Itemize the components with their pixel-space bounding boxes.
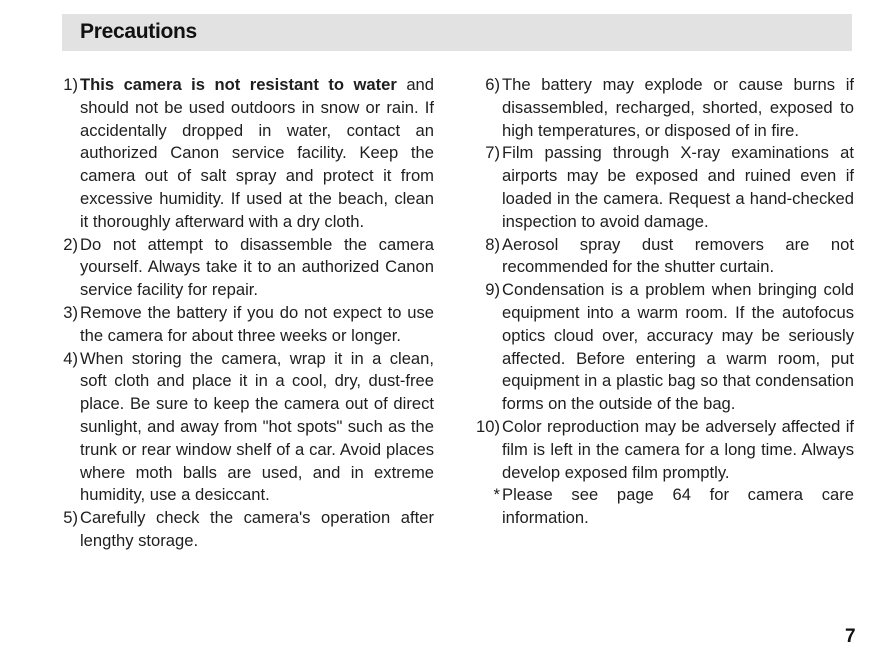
footnote-item	[474, 484, 854, 530]
page-number: 7	[845, 626, 856, 647]
item-text: Carefully check the camera's operation after lengthy storage.	[80, 508, 434, 550]
precaution-item-8	[474, 234, 854, 280]
precaution-item-3	[52, 302, 434, 348]
precaution-item-5	[52, 507, 434, 553]
section-header-bar	[62, 14, 852, 51]
left-column	[52, 74, 434, 553]
item-number: 3)	[63, 302, 78, 322]
item-body: and should not be used outdoors in snow or rain. If accidentally dropped in water, contact an authorized Canon service facility. Keep the camera out of salt spray and protect it from excessive humidity. If used at the beach, clean it thoroughly afterward with a dry cloth.	[80, 75, 435, 231]
item-text: When storing the camera, wrap it in a clean, soft cloth and place it in a cool, dry, dust-free place. Be sure to keep the camera out of direct sunlight, and away from "hot spots" such as the trunk or rear window shelf of a car. Avoid places where moth balls are used, and in extreme humidity, use a desiccant.	[80, 348, 434, 505]
item-text: Condensation is a problem when bringing cold equipment into a warm room. If the autofocus optics cloud over, accuracy may be seriously affected. Before entering a warm room, put equipment in a plastic bag so that condensation forms on the outside of the bag.	[502, 280, 854, 414]
item-lead-bold: This camera is not resistant to water	[80, 75, 397, 94]
precaution-item-9	[474, 279, 854, 416]
item-number: 10)	[476, 416, 500, 436]
precaution-item-2	[52, 234, 434, 302]
right-column	[474, 74, 854, 530]
precaution-item-7	[474, 142, 854, 233]
precaution-item-6	[474, 74, 854, 142]
item-number: 2)	[63, 234, 78, 254]
item-text: Color reproduction may be adversely affected if film is left in the camera for a long time. Always develop exposed film promptly.	[502, 416, 854, 482]
precaution-item-10	[474, 416, 854, 484]
section-title: Precautions	[80, 20, 197, 43]
precaution-item-1	[52, 74, 434, 234]
footnote-text: Please see page 64 for camera care information.	[502, 485, 854, 528]
item-text: Do not attempt to disassemble the camera yourself. Always take it to an authorized Canon service facility for repair.	[80, 234, 434, 300]
precaution-item-4	[52, 348, 434, 508]
item-number: 9)	[485, 280, 500, 300]
item-text	[80, 74, 434, 234]
item-number: 7)	[485, 143, 500, 163]
item-text: The battery may explode or cause burns if disassembled, recharged, shorted, exposed to high temperatures, or disposed of in fire.	[502, 75, 854, 140]
item-text: Aerosol spray dust removers are not recommended for the shutter curtain.	[502, 234, 854, 277]
item-number: 8)	[485, 234, 500, 254]
item-text: Film passing through X-ray examinations at airports may be exposed and ruined even if loaded in the camera. Request a hand-checked inspection to avoid damage.	[502, 143, 854, 231]
item-number: 1)	[63, 75, 78, 94]
item-text: Remove the battery if you do not expect to use the camera for about three weeks or longer.	[80, 302, 434, 345]
item-number: 4)	[63, 348, 78, 368]
item-number: 5)	[63, 508, 78, 528]
item-number: 6)	[485, 75, 500, 94]
footnote-asterisk: *	[493, 485, 500, 505]
